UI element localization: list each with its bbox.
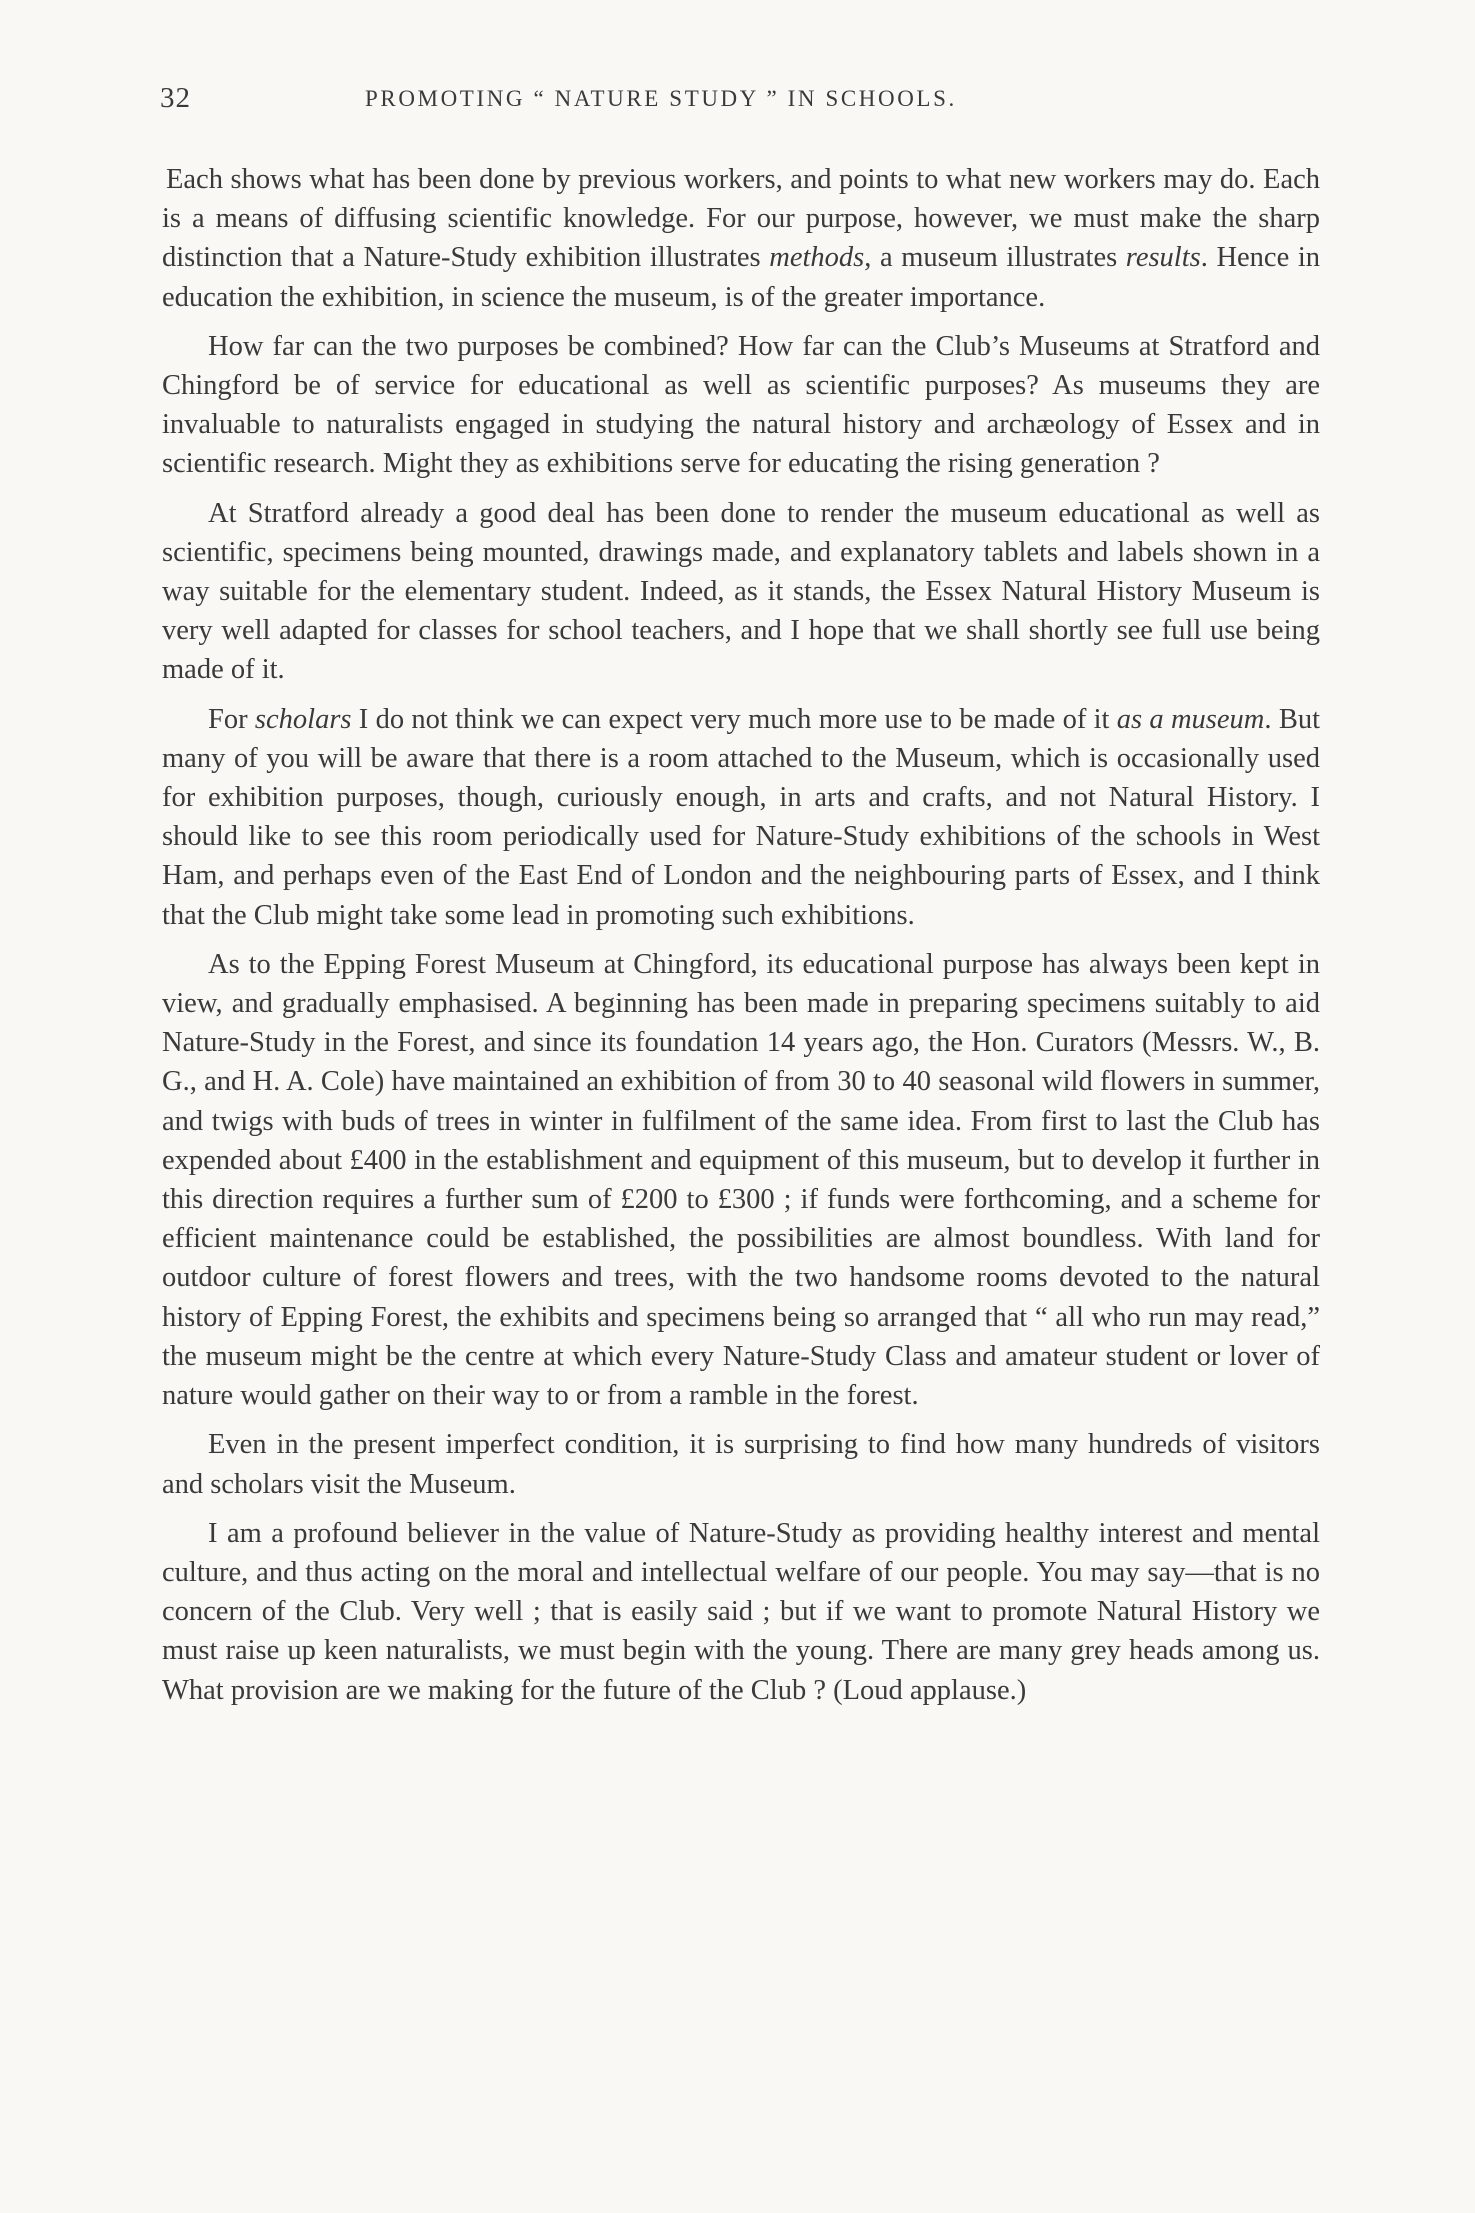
paragraph-1-text-b: , a museum illustrates [864, 242, 1126, 274]
paragraph-4-text-a: For [208, 703, 255, 735]
running-title: PROMOTING “ NATURE STUDY ” IN SCHOOLS. [365, 86, 957, 111]
paragraph-4 [162, 700, 1320, 935]
paragraph-5-text: As to the Epping Forest Museum at Chingford, its educational purpose has always been kept in view, and gradually emphasised. A beginning has been made in preparing specimens suitably to aid Nature-Study in the Forest, and since its foundation 14 years ago, the Hon. Curators (Messrs. W., B. G., and H. A. Cole) have maintained an exhibition of from 30 to 40 seasonal wild flowers in summer, and twigs with buds of trees in winter in fulfilment of the same idea. From first to last the Club has expended about £400 in the establishment and equipment of this museum, but to develop it further in this direction requires a further sum of £200 to £300 ; if funds were forthcoming, and a scheme for efficient maintenance could be established, the possibilities are almost boundless. With land for outdoor culture of forest flowers and trees, with the two handsome rooms devoted to the natural history of Epping Forest, the exhibits and specimens being so arranged that “ all who run may read,” the museum might be the centre at which every Nature-Study Class and amateur student or lover of nature would gather on their way to or from a ramble in the forest. [162, 948, 1320, 1412]
paragraph-4-text-c: . But many of you will be aware that there is a room attached to the Museum, which is occasionally used for exhibition purposes, though, curiously enough, in arts and crafts, and not Natural History. I should like to see this room periodically used for Nature-Study exhibitions of the schools in West Ham, and perhaps even of the East End of London and the neighbouring parts of Essex, and I think that the Club might take some lead in promoting such exhibitions. [162, 703, 1321, 931]
paragraph-7 [162, 1514, 1320, 1710]
paragraph-1-text-c: . Hence in education the exhibition, in science the museum, is of the greater importance. [162, 242, 1320, 313]
paragraph-2 [162, 327, 1320, 484]
paragraph-1 [162, 160, 1320, 317]
italic-scholars: scholars [254, 703, 352, 735]
paragraph-6-text: Even in the present imperfect condition, it is surprising to find how many hundreds of visitors and scholars visit the Museum. [162, 1429, 1320, 1500]
page-number: 32 [160, 82, 191, 114]
body-text [162, 160, 1320, 1710]
paragraph-7-text: I am a profound believer in the value of Nature-Study as providing healthy interest and mental culture, and thus acting on the moral and intellectual welfare of our people. You may say—that is no concern of the Club. Very well ; that is easily said ; but if we want to promote Natural History we must raise up keen naturalists, we must begin with the young. There are many grey heads among us. What provision are we making for the future of the Club ? (Loud applause.) [162, 1517, 1320, 1706]
italic-results: results [1125, 242, 1201, 274]
paragraph-1-text-a: Each shows what has been done by previous workers, and points to what new workers may do. Each is a means of diffusing scientific knowledge. For our purpose, however, we must make the sharp distinction that a Nature-Study exhibition illustrates [162, 164, 1320, 274]
paragraph-6 [162, 1425, 1320, 1503]
paragraph-2-text: How far can the two purposes be combined? How far can the Club’s Museums at Stratford and Chingford be of service for educational as well as scientific purposes? As museums they are invaluable to naturalists engaged in studying the natural history and archæology of Essex and in scientific research. Might they as exhibitions serve for educating the rising generation ? [162, 330, 1320, 480]
paragraph-3-text: At Stratford already a good deal has been done to render the museum educational as well as scientific, specimens being mounted, drawings made, and explanatory tablets and labels shown in a way suitable for the elementary student. Indeed, as it stands, the Essex Natural History Museum is very well adapted for classes for school teachers, and I hope that we shall shortly see full use being made of it. [162, 497, 1320, 686]
running-head [160, 82, 1320, 126]
italic-methods: methods [769, 242, 865, 274]
paragraph-5 [162, 945, 1320, 1415]
italic-as-a-museum: as a museum [1116, 703, 1265, 735]
paragraph-3 [162, 494, 1320, 690]
paragraph-4-text-b: I do not think we can expect very much more use to be made of it [351, 703, 1117, 735]
